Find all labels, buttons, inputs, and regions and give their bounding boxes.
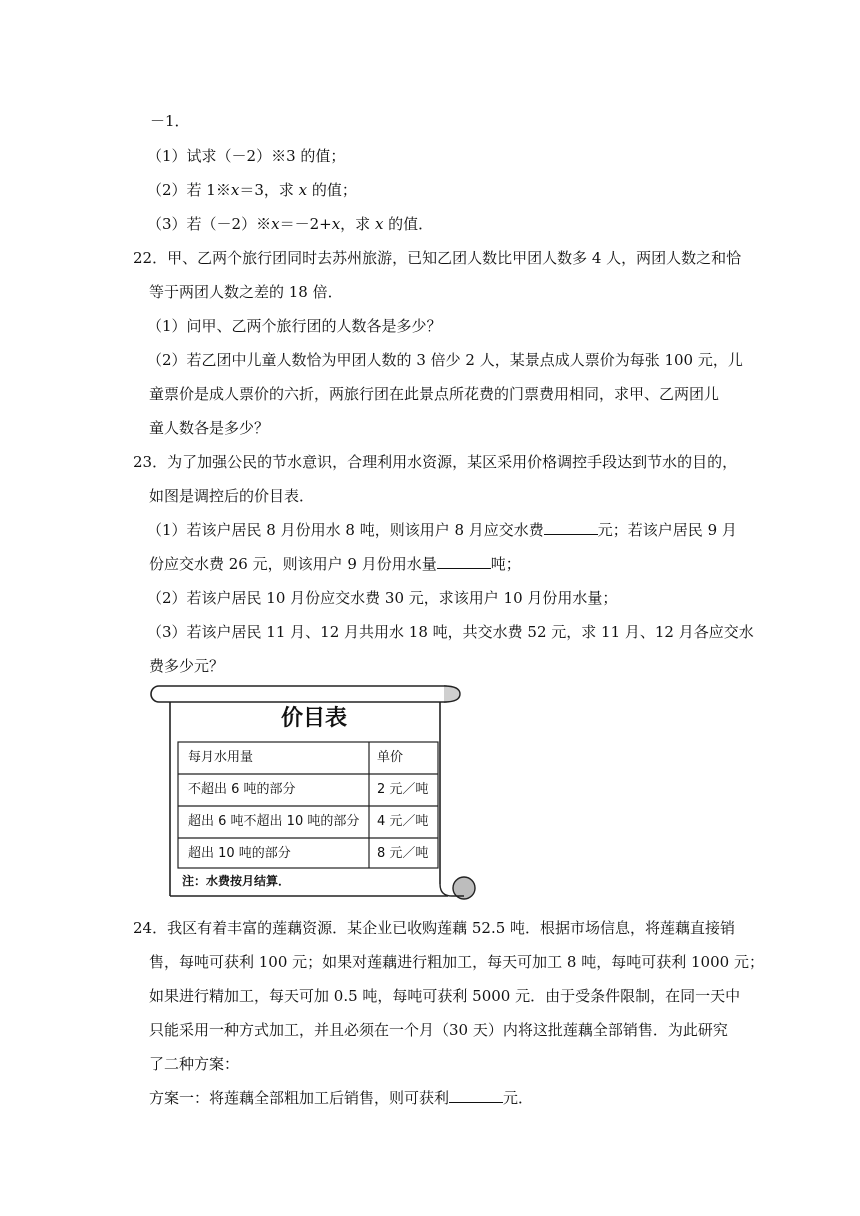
q24-line-4: 只能采用一种方式加工，并且必须在一个月（30 天）内将这批莲藕全部销售．为此研究 [149, 1021, 728, 1039]
q22-part-2-line-1: （2）若乙团中儿童人数恰为甲团人数的 3 倍少 2 人，某景点成人票价为每张 100 元，儿 [147, 351, 743, 369]
q24-line-1: 24．我区有着丰富的莲藕资源．某企业已收购莲藕 52.5 吨．根据市场信息，将莲藕直接销 [133, 919, 736, 937]
q23-part-2: （2）若该户居民 10 月份应交水费 30 元，求该用户 10 月份用水量； [147, 589, 618, 607]
table-header-price: 单价 [377, 750, 404, 765]
q22-stem-line-1: 22．甲、乙两个旅行团同时去苏州旅游，已知乙团人数比甲团人数多 4 人，两团人数之和恰 [133, 249, 742, 267]
q24-plan-1: 方案一：将莲藕全部粗加工后销售，则可获利 元． [149, 1089, 534, 1107]
q23-part-1-line-1: （1）若该户居民 8 月份用水 8 吨，则该用户 8 月应交水费 元；若该户居民 9 月 [147, 521, 737, 539]
table-cell-usage: 超出 6 吨不超出 10 吨的部分 [188, 814, 360, 829]
q23-part-3-line-1: （3）若该户居民 11 月、12 月共用水 18 吨，共交水费 52 元，求 11 月、12 月各应交水 [147, 623, 754, 641]
q23-stem-line-2: 如图是调控后的价目表． [149, 487, 315, 505]
q21-tail: －1． [150, 112, 190, 130]
table-cell-usage: 不超出 6 吨的部分 [188, 782, 296, 797]
answer-blank [544, 520, 598, 535]
table-cell-price: 4 元／吨 [377, 814, 429, 829]
q22-part-2-line-2: 童票价是成人票价的六折，两旅行团在此景点所花费的门票费用相同，求甲、乙两团儿 [149, 385, 720, 403]
answer-blank [449, 1088, 503, 1103]
price-table-title: 价目表 [280, 706, 347, 731]
q22-stem-line-2: 等于两团人数之差的 18 倍． [149, 283, 343, 301]
q22-part-1: （1）问甲、乙两个旅行团的人数各是多少？ [147, 317, 442, 335]
q23-stem-line-1: 23．为了加强公民的节水意识，合理利用水资源，某区采用价格调控手段达到节水的目的， [133, 453, 738, 471]
q24-line-5: 了二种方案： [149, 1055, 240, 1073]
price-table-figure [148, 682, 480, 900]
q21-part-3: （3）若（－2）※x＝－2+x，求 x 的值． [147, 215, 434, 233]
table-header-usage: 每月水用量 [188, 750, 254, 765]
q23-part-3-line-2: 费多少元？ [149, 657, 225, 675]
q23-part-1-line-2: 份应交水费 26 元，则该用户 9 月份用水量 吨； [149, 555, 521, 573]
q24-line-3: 如果进行精加工，每天可加 0.5 吨，每吨可获利 5000 元．由于受条件限制，在同一天中 [149, 987, 741, 1005]
price-table-note: 注：水费按月结算． [182, 874, 291, 888]
table-cell-usage: 超出 10 吨的部分 [188, 846, 291, 861]
table-cell-price: 2 元／吨 [377, 782, 429, 797]
q22-part-2-line-3: 童人数各是多少？ [149, 419, 270, 437]
table-cell-price: 8 元／吨 [377, 846, 429, 861]
q21-part-1: （1）试求（－2）※3 的值； [147, 147, 346, 165]
q24-line-2: 售，每吨可获利 100 元；如果对莲藕进行粗加工，每天可加工 8 吨，每吨可获利 1000 元； [149, 953, 764, 971]
answer-blank [437, 554, 491, 569]
q21-part-2: （2）若 1※x＝3，求 x 的值； [147, 181, 357, 199]
